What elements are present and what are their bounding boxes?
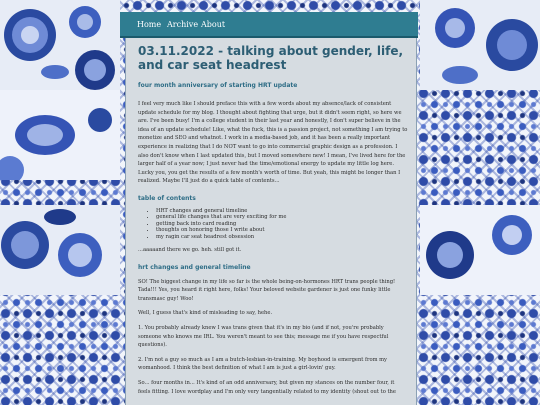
nav-home-link[interactable]: Home	[137, 20, 162, 29]
toc-item[interactable]: • HRT changes and general timeline	[156, 208, 408, 214]
section-paragraph: 1. You probably already knew I was trans given that it's in my bio (and if not, you're probably someone who knows me IRL. You weren't meant to see this; message me if you have respectful questions).	[138, 324, 389, 349]
post-title: 03.11.2022 - talking about gender, life, and car seat headrest	[138, 44, 404, 72]
toc-item[interactable]: • getting back into card reading	[156, 221, 408, 227]
nav-about-link[interactable]: About	[201, 20, 226, 29]
top-nav	[120, 12, 418, 38]
post-subtitle: four month anniversary of starting HRT update	[138, 82, 298, 89]
section-heading-hrt: hrt changes and general timeline	[138, 263, 251, 271]
intro-paragraph: I feel very much like I should preface this with a few words about my absence/lack of consistent update schedule for my blog. I thought about fighting that urge, but it didn't seem right, so here we are. I've been busy! I'm a college student in their last year and honestly, I don't super believe in the idea of an update schedule! Like, what the fuck, this is a passion project, not something I am trying to monetize and SEO and whatnot. I work in a media-based job, and it has been a really important experience in realizing that I do NOT want to go into commercial graphic design as a profession. I also don't know when I last updated this, but I moved somewhere new! I mean, I've lived here for the larger half of a year now; I just never had the time/emotional energy to update my little log here. Lucky you, you get the results of a few month's worth of time. But yeah, this might be longer than I realized. Maybe I'll just do a quick table of contents...	[138, 101, 408, 185]
toc-item[interactable]: • thoughts on honoring those I write about	[156, 227, 408, 233]
post-body	[138, 44, 408, 396]
section-paragraph: So... four months in... It's kind of an odd anniversary, but given my stances on the number four, it feels fitting. I love wordplay and I'm only very tangentially related to my identity (shout out to the	[138, 379, 396, 395]
toc-item[interactable]: • my ragin car seat headrest obsession	[156, 234, 408, 240]
toc-after-text: ...aaaaand there we go. heh. still got it.	[138, 246, 242, 253]
floral-pattern-left-3	[0, 205, 120, 295]
floral-pattern-left-2	[0, 90, 120, 180]
toc-item[interactable]: • general life changes that are very exciting for me	[156, 214, 408, 220]
content-column	[125, 14, 417, 405]
floral-pattern-top-right	[420, 0, 540, 90]
floral-pattern-top-left	[0, 0, 120, 90]
nav-archive-link[interactable]: Archive	[167, 20, 199, 29]
section-paragraph: SO! The biggest change in my life so far is the whole being-on-hormones HRT trans people thing! Tada!!! Yes, you heard it right here, folks! Your beloved website gardener is just one funky little transmasc guy! Woo!	[138, 278, 396, 302]
toc-list	[138, 208, 408, 240]
floral-pattern-right-3	[420, 205, 540, 295]
toc-heading: table of contents	[138, 194, 196, 202]
section-paragraph: 2. I'm not a guy so much as I am a butch-lesbian-in-training. My boyhood is emergent from my womanhood. I think the best definition of what I am is just a girl-lovin' guy.	[138, 356, 387, 372]
section-paragraph: Well, I guess that's kind of misleading to say, hehe.	[138, 310, 273, 317]
